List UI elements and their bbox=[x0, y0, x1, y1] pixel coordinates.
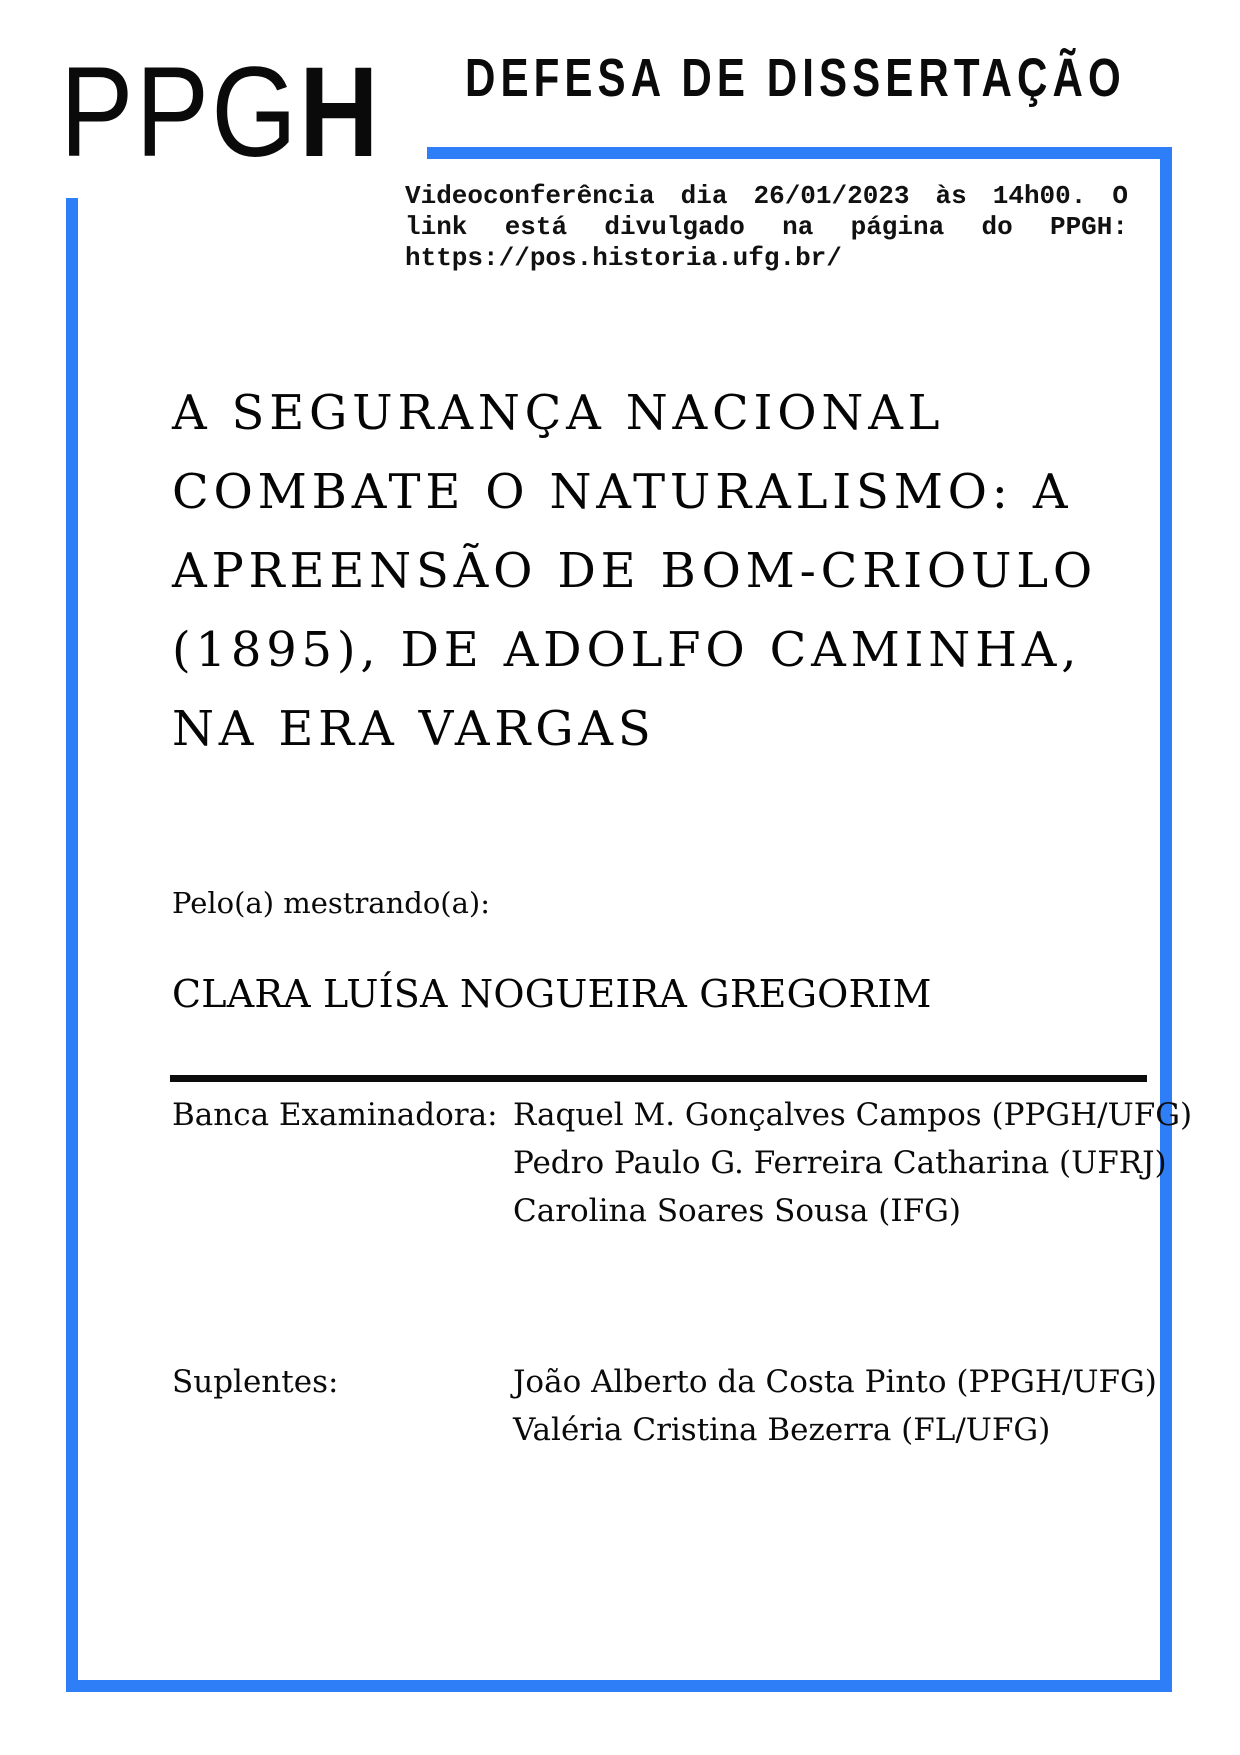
frame-bottom-bar bbox=[66, 1680, 1172, 1692]
ppgh-logo-bold: H bbox=[299, 41, 381, 184]
substitutes-label: Suplentes: bbox=[172, 1364, 339, 1400]
substitute-member: João Alberto da Costa Pinto (PPGH/UFG) bbox=[513, 1364, 1157, 1400]
committee-member: Pedro Paulo G. Ferreira Catharina (UFRJ) bbox=[513, 1145, 1167, 1181]
substitute-member-list bbox=[513, 1358, 1157, 1454]
ppgh-logo bbox=[60, 41, 381, 184]
notice-line: Videoconferência dia 26/01/2023 às 14h00. O bbox=[405, 181, 1128, 211]
dissertation-title-line: (1895), DE ADOLFO CAMINHA, bbox=[172, 622, 1082, 678]
videoconference-notice bbox=[405, 181, 1128, 274]
student-intro-label: Pelo(a) mestrando(a): bbox=[172, 886, 490, 920]
committee-member: Carolina Soares Sousa (IFG) bbox=[513, 1193, 961, 1229]
notice-url: https://pos.historia.ufg.br/ bbox=[405, 243, 842, 273]
dissertation-title-line: A SEGURANÇA NACIONAL bbox=[172, 385, 945, 441]
ppgh-logo-regular: PPG bbox=[60, 41, 300, 184]
event-type-heading: DEFESA DE DISSERTAÇÃO bbox=[465, 48, 1126, 108]
divider-rule bbox=[170, 1075, 1147, 1082]
committee-member: Raquel M. Gonçalves Campos (PPGH/UFG) bbox=[513, 1097, 1193, 1133]
frame-top-bar bbox=[427, 147, 1172, 159]
committee-member-list bbox=[513, 1091, 1192, 1235]
dissertation-title-line: NA ERA VARGAS bbox=[172, 701, 656, 757]
dissertation-title-line: COMBATE O NATURALISMO: A bbox=[172, 464, 1073, 520]
dissertation-title-line: APREENSÃO DE BOM-CRIOULO bbox=[172, 543, 1098, 599]
notice-line: link está divulgado na página do PPGH: bbox=[405, 212, 1128, 242]
frame-right-bar bbox=[1160, 147, 1172, 1692]
student-name: CLARA LUÍSA NOGUEIRA GREGORIM bbox=[172, 972, 932, 1016]
frame-left-bar bbox=[66, 198, 78, 1692]
substitute-member: Valéria Cristina Bezerra (FL/UFG) bbox=[513, 1412, 1051, 1448]
committee-label: Banca Examinadora: bbox=[172, 1097, 498, 1133]
dissertation-title bbox=[172, 374, 1132, 769]
